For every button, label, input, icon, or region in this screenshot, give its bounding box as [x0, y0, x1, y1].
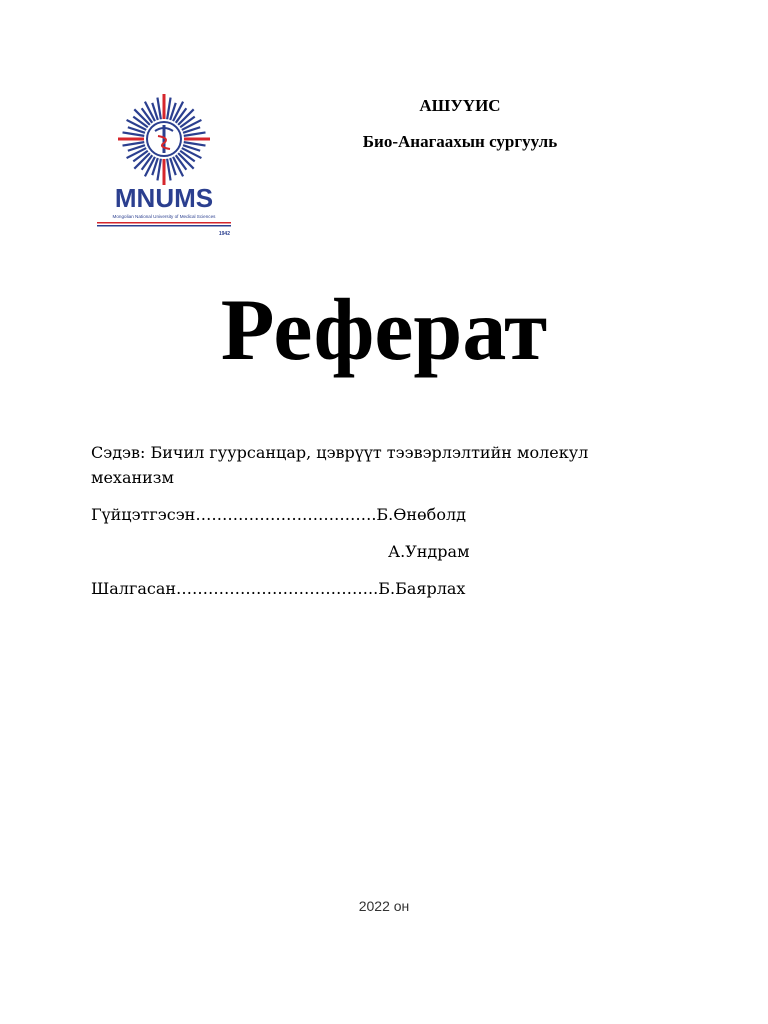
topic-line-1: Сэдэв: Бичил гуурсанцар, цэврүүт тээвэрлэлтийн молекул: [91, 443, 589, 462]
checker-label: Шалгасан: [91, 579, 177, 598]
school-name: Био-Анагаахын сургууль: [362, 132, 558, 151]
logo-ray: [157, 159, 160, 181]
author-line: [91, 502, 466, 527]
logo-year: 1942: [218, 231, 230, 237]
author-label: Гүйцэтгэсэн: [91, 505, 196, 524]
checker-name: Б.Баярлах: [378, 579, 466, 598]
logo-subtitle: Mongolian National University of Medical Sciences: [112, 214, 216, 219]
topic-block: [91, 440, 588, 490]
logo-blue-rule: [97, 225, 231, 227]
logo-ray: [184, 142, 206, 145]
university-logo: [94, 94, 234, 242]
logo-red-rule: [97, 222, 231, 224]
logo-ray: [123, 132, 145, 135]
author-dots: …………………………….: [195, 505, 377, 524]
logo-ray: [184, 132, 206, 135]
topic-line-2: механизм: [91, 468, 174, 487]
logo-ray: [167, 98, 170, 120]
logo-ray: [167, 159, 170, 181]
document-title: Реферат: [220, 282, 548, 379]
logo-ray: [123, 142, 145, 145]
author-name-1: Б.Өнөболд: [376, 505, 466, 524]
institution-abbreviation: АШУҮИС: [419, 96, 501, 115]
checker-line: [91, 576, 465, 601]
logo-ray: [157, 98, 160, 120]
logo-wordmark: MNUMS: [114, 183, 214, 213]
checker-dots: ………………………………..: [176, 579, 379, 598]
mnums-logo-graphic: [94, 94, 234, 242]
author-name-2: А.Ундрам: [388, 542, 470, 561]
footer-year: 2022 он: [358, 898, 410, 914]
